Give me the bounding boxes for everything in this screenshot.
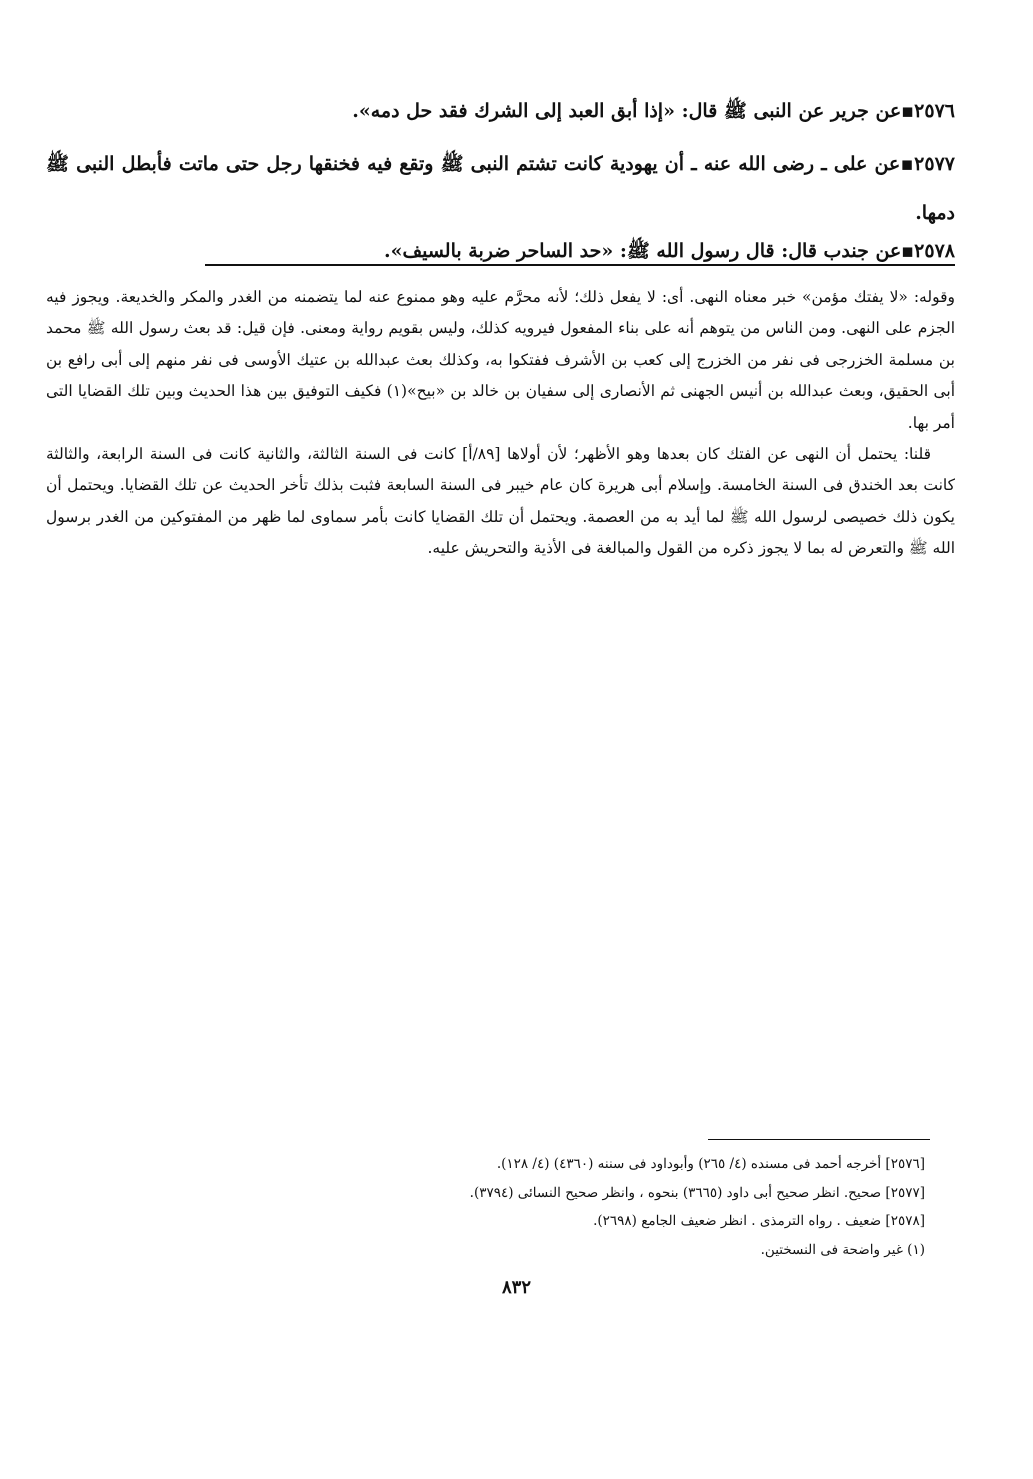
- hadith-text: عن على ـ رضى الله عنه ـ أن يهودية كانت تشتم النبى ﷺ وتقع فيه فخنقها رجل حتى ماتت فأبطل النبى ﷺ دمها.: [46, 153, 955, 224]
- hadith-number: ٢٥٧٨: [914, 240, 955, 262]
- footnote-divider: [708, 1139, 930, 1140]
- footnote-1: (١) غير واضحة فى النسختين.: [760, 1241, 925, 1258]
- footnote-2576: [٢٥٧٦] أخرجه أحمد فى مسنده (٤/ ٢٦٥) وأبوداود فى سننه (٤٣٦٠) (٤/ ١٢٨).: [496, 1156, 925, 1172]
- page-number: ٨٣٢: [501, 1277, 531, 1298]
- section-divider: [205, 264, 955, 266]
- commentary-paragraph-2: قلنا: يحتمل أن النهى عن الفتك كان بعدها وهو الأظهر؛ لأن أولاها [٨٩/أ] كانت فى السنة الثالثة، والثانية كانت فى السنة الرابعة، والثالثة كانت بعد الخندق فى السنة الخامسة. وإسلام أبى هريرة كان عام خيبر فى السنة السابعة فثبت بذلك تأخر الحديث عن تلك القضايا. ويحتمل أن يكون ذلك خصيصى لرسول الله ﷺ لما أيد به من العصمة. ويحتمل أن تلك القضايا كانت بأمر سماوى لما ظهر من المفتوكين من الغدر برسول الله ﷺ والتعرض له بما لا يجوز ذكره من القول والمبالغة فى الأذية والتحريش عليه.: [46, 445, 955, 558]
- hadith-number: ٢٥٧٧: [914, 153, 955, 175]
- footnote-2578: [٢٥٧٨] ضعيف . رواه الترمذى . انظر ضعيف الجامع (٢٦٩٨).: [593, 1213, 925, 1229]
- hadith-bullet: ▪: [901, 240, 915, 262]
- hadith-text: عن جرير عن النبى ﷺ قال: «إذا أبق العبد إلى الشرك فقد حل دمه».: [352, 100, 902, 122]
- hadith-bullet: ▪: [900, 153, 915, 175]
- hadith-bullet: ▪: [901, 100, 915, 122]
- hadith-text: عن جندب قال: قال رسول الله ﷺ: «حد الساحر ضربة بالسيف».: [383, 240, 902, 262]
- footnote-2577: [٢٥٧٧] صحيح. انظر صحيح أبى داود (٣٦٦٥) بنحوه ، وانظر صحيح النسائى (٣٧٩٤).: [469, 1184, 925, 1201]
- hadith-number: ٢٥٧٦: [914, 100, 955, 122]
- hadith-2576: [46, 88, 955, 134]
- commentary-section: [46, 282, 955, 565]
- hadith-2578: [46, 228, 955, 274]
- commentary-paragraph-1: وقوله: «لا يفتك مؤمن» خبر معناه النهى. أى: لا يفعل ذلك؛ لأنه محرَّم عليه وهو ممنوع عنه لما يتضمنه من الغدر والمكر والخديعة. ويجوز فيه الجزم على النهى. ومن الناس من يتوهم أنه على بناء المفعول فيرويه كذلك، وليس بقويم رواية ومعنى. فإن قيل: قد بعث رسول الله ﷺ محمد بن مسلمة الخزرجى فى نفر من الخزرج إلى كعب بن الأشرف ففتكوا به، وكذلك بعث عبدالله بن عتيك الأوسى فى نفر منهم إلى أبى رافع بن أبى الحقيق، وبعث عبدالله بن أنيس الجهنى ثم الأنصارى إلى سفيان بن خالد بن «بيح»(١) فكيف التوفيق بين هذا الحديث وبين تلك القضايا التى أمر بها.: [46, 288, 955, 432]
- hadith-2577: [46, 140, 955, 238]
- footnotes-section: [300, 1150, 925, 1264]
